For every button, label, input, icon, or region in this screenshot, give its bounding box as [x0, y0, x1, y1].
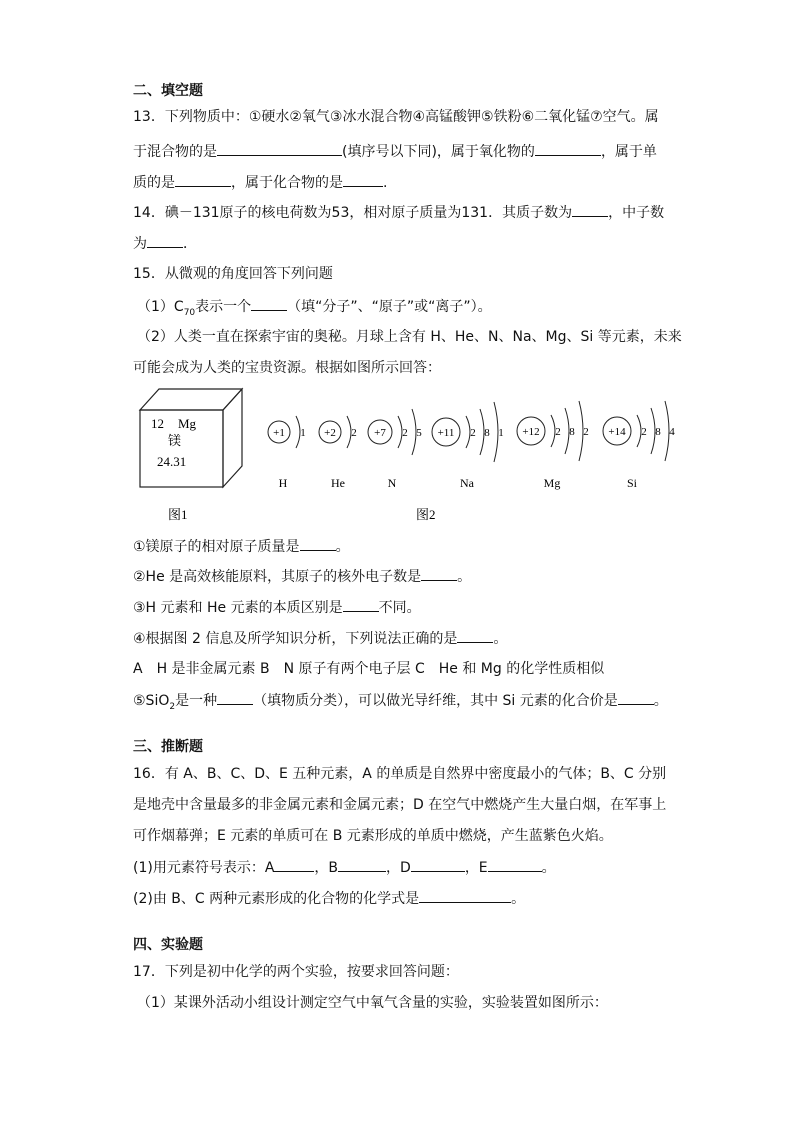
q16-part2	[133, 888, 525, 909]
text: （填物质分类），可以做光导纤维，其中 Si 元素的化合价是	[253, 693, 618, 709]
atom-symbol-label: Mg	[543, 476, 561, 490]
figure2-caption: 图2	[416, 507, 436, 522]
text: 。	[335, 539, 350, 555]
text: .	[383, 175, 388, 191]
answer-blank[interactable]	[274, 857, 314, 872]
q16-line1: 16．有 A、B、C、D、E 五种元素，A 的单质是自然界中密度最小的气体；B、C 分别	[133, 766, 667, 782]
nucleus-charge: +11	[437, 427, 455, 439]
shell-electron-count: 1	[498, 427, 504, 439]
q15-sub4	[133, 628, 507, 649]
atom-si	[603, 401, 675, 490]
shell-electron-count: 2	[641, 426, 647, 438]
q16-line3: 可作烟幕弹；E 元素的单质可在 B 元素形成的单质中燃烧，产生蓝紫色火焰。	[133, 828, 613, 844]
atom-symbol-label: H	[278, 476, 288, 490]
shell-electron-count: 5	[416, 427, 422, 439]
text: (1)用元素符号表示：A	[133, 860, 275, 876]
text: ．	[183, 236, 197, 252]
text: ，B	[314, 860, 339, 876]
shell-electron-count: 2	[583, 426, 589, 438]
q16-part1	[133, 857, 556, 878]
atom-symbol-label: N	[387, 476, 397, 490]
text: ①镁原子的相对原子质量是	[133, 539, 300, 555]
answer-blank[interactable]	[618, 690, 654, 705]
text: 。	[653, 693, 668, 709]
q13-line1: 13．下列物质中：①硬水②氧气③冰水混合物④高锰酸钾⑤铁粉⑥二氧化锰⑦空气。属	[133, 109, 659, 125]
shell-electron-count: 8	[484, 427, 490, 439]
q15-sub5	[133, 690, 668, 717]
answer-blank[interactable]	[338, 857, 386, 872]
text: (2)由 B、C 两种元素形成的化合物的化学式是	[133, 891, 420, 907]
answer-blank[interactable]	[300, 536, 336, 551]
atom-na	[432, 402, 504, 490]
text: ，E	[464, 860, 488, 876]
subscript: 2	[169, 701, 176, 712]
q15-sub2	[133, 566, 471, 587]
text: 于混合物的是	[133, 144, 217, 160]
atom-he	[319, 416, 357, 490]
text: 不同。	[378, 600, 421, 616]
element-number: 12	[151, 416, 164, 431]
text: ，属于化合物的是	[231, 175, 343, 191]
section-heading-fill-blank: 二、填空题	[133, 83, 203, 99]
nucleus-charge: +14	[608, 426, 626, 438]
q16-line2: 是地壳中含量最多的非金属元素和金属元素；D 在空气中燃烧产生大量白烟，在军事上	[133, 797, 667, 813]
element-card-figure	[140, 389, 242, 487]
q15-part2-line1: （2）人类一直在探索宇宙的奥秘。月球上含有 H、He、N、Na、Mg、Si 等元素，未来	[137, 329, 682, 345]
nucleus-charge: +12	[522, 426, 540, 438]
nucleus-charge: +7	[374, 427, 386, 439]
text: 。	[493, 631, 508, 647]
shell-electron-count: 2	[351, 427, 357, 439]
nucleus-charge: +1	[273, 427, 285, 439]
q15-sub3	[133, 597, 421, 618]
answer-blank[interactable]	[457, 628, 493, 643]
subscript: 70	[183, 307, 196, 318]
text: ④根据图 2 信息及所学知识分析，下列说法正确的是	[133, 631, 458, 647]
shell-electron-count: 2	[555, 426, 561, 438]
atom-h	[268, 416, 306, 490]
shell-electron-count: 4	[669, 426, 675, 438]
text: ，属于单	[600, 144, 657, 160]
shell-electron-count: 2	[470, 427, 476, 439]
section-heading-inference: 三、推断题	[133, 739, 203, 755]
q15-line1: 15．从微观的角度回答下列问题	[133, 266, 333, 282]
text: ②He 是高效核能原料，其原子的核外电子数是	[133, 569, 422, 585]
element-symbol: Mg	[178, 416, 197, 431]
q17-line1: 17．下列是初中化学的两个实验，按要求回答问题：	[133, 964, 459, 980]
text: （填“分子”、“原子”或“离子”）。	[287, 299, 492, 315]
text: ，中子数	[608, 205, 665, 221]
text: 。	[541, 860, 556, 876]
atom-symbol-label: Na	[460, 476, 474, 490]
text: (填序号以下同)，属于氧化物的	[342, 144, 535, 160]
text: ⑤SiO	[133, 693, 170, 709]
atom-symbol-label: Si	[626, 476, 638, 490]
answer-blank[interactable]	[488, 857, 542, 872]
q17-part1: （1）某课外活动小组设计测定空气中氧气含量的实验，实验装置如图所示：	[137, 995, 608, 1011]
nucleus-charge: +2	[324, 427, 336, 439]
text: （1）C	[137, 299, 184, 315]
atom-diagrams	[268, 401, 675, 490]
text: 。	[511, 891, 526, 907]
q15-sub1	[133, 536, 350, 557]
answer-blank[interactable]	[411, 857, 465, 872]
atom-symbol-label: He	[331, 476, 345, 490]
text: 14．碘－131原子的核电荷数为53，相对原子质量为131．其质子数为	[133, 205, 573, 221]
text: ，D	[386, 860, 411, 876]
shell-electron-count: 8	[655, 426, 661, 438]
atom-mg	[517, 401, 589, 490]
text: 质的是	[133, 175, 175, 191]
text: 。	[457, 569, 472, 585]
answer-blank[interactable]	[343, 597, 379, 612]
shell-electron-count: 8	[569, 426, 575, 438]
text: ③H 元素和 He 元素的本质区别是	[133, 600, 343, 616]
text: 是一种	[175, 693, 218, 709]
element-mass: 24.31	[157, 454, 187, 469]
element-name: 镁	[168, 433, 182, 448]
section-heading-experiment: 四、实验题	[133, 937, 203, 953]
text: 为	[133, 236, 147, 252]
q15-sub4-options: A H 是非金属元素 B N 原子有两个电子层 C He 和 Mg 的化学性质相似	[133, 661, 605, 677]
text: 表示一个	[195, 299, 252, 315]
q15-part2-line2: 可能会成为人类的宝贵资源。根据如图所示回答：	[133, 360, 441, 376]
atom-n	[368, 409, 422, 490]
shell-electron-count: 2	[402, 427, 408, 439]
answer-blank[interactable]	[419, 888, 511, 903]
shell-electron-count: 1	[300, 427, 306, 439]
figure1-caption: 图1	[168, 507, 188, 522]
answer-blank[interactable]	[217, 690, 253, 705]
answer-blank[interactable]	[421, 566, 457, 581]
